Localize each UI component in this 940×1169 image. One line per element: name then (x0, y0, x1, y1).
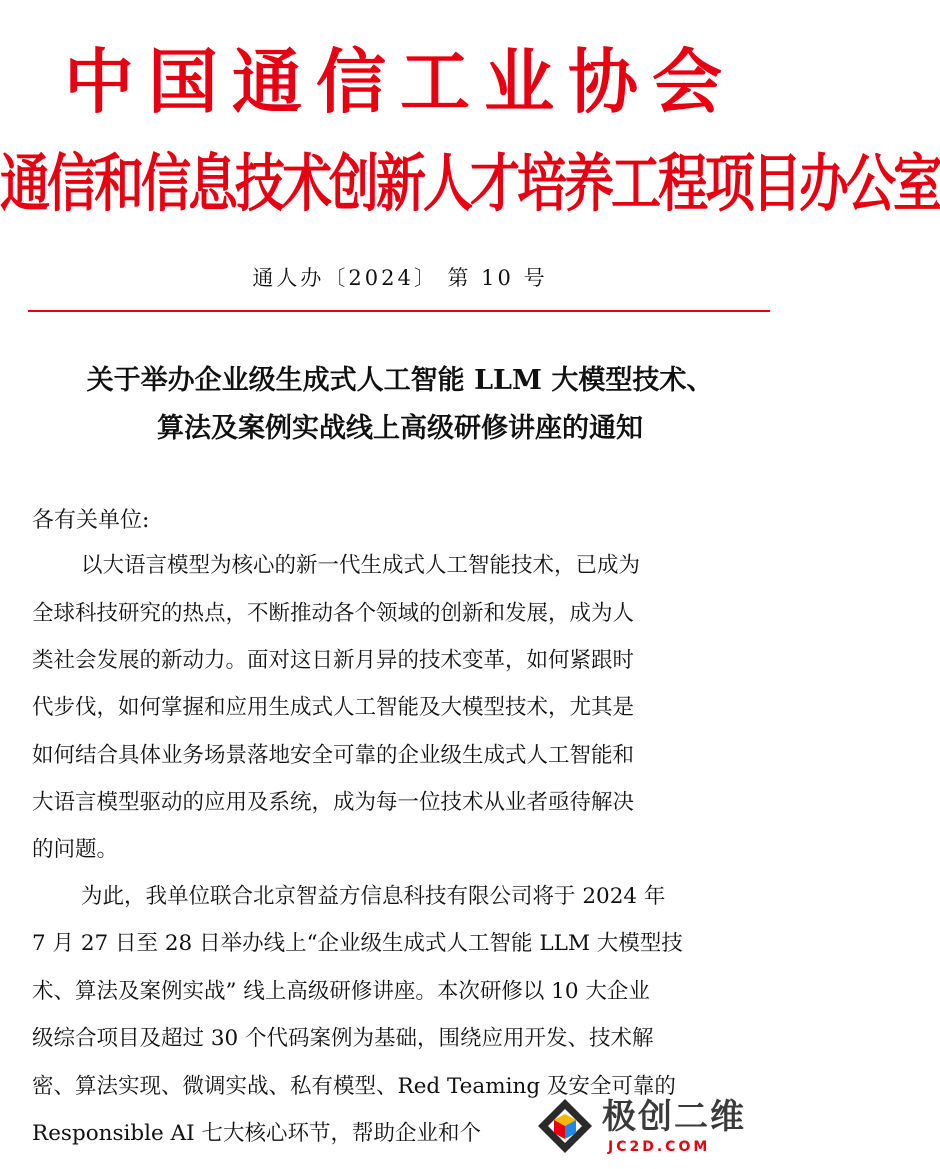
salutation: 各有关单位: (32, 508, 150, 533)
body-line: 的问题。 (32, 837, 119, 862)
notice-title-line2: 算法及案例实战线上高级研修讲座的通知 (157, 413, 643, 444)
body-line: 以大语言模型为核心的新一代生成式人工智能技术，已成为 (81, 553, 641, 578)
body-line: 如何结合具体业务场景落地安全可靠的企业级生成式人工智能和 (32, 743, 635, 768)
cube-logo-icon (536, 1097, 594, 1155)
watermark-brand: 极创二维 (602, 1097, 746, 1137)
body-line: 代步伐，如何掌握和应用生成式人工智能及大模型技术，尤其是 (32, 695, 635, 720)
document-number: 通人办〔2024〕 第 10 号 (252, 266, 548, 290)
body-line: 类社会发展的新动力。面对这日新月异的技术变革，如何紧跟时 (32, 648, 635, 673)
body-line: 大语言模型驱动的应用及系统，成为每一位技术从业者亟待解决 (32, 790, 635, 815)
body-line: 为此，我单位联合北京智益方信息科技有限公司将于 2024 年 (81, 884, 666, 909)
body-line: 7 月 27 日至 28 日举办线上“企业级生成式人工智能 LLM 大模型技 (32, 931, 683, 956)
body-line: 密、算法实现、微调实战、私有模型、Red Teaming 及安全可靠的 (32, 1074, 676, 1099)
office-name-heading: 通信和信息技术创新人才培养工程项目办公室 (0, 147, 940, 220)
body-line: Responsible AI 七大核心环节，帮助企业和个 (32, 1121, 481, 1146)
red-divider (28, 310, 770, 312)
body-line: 级综合项目及超过 30 个代码案例为基础，围绕应用开发、技术解 (32, 1026, 654, 1051)
body-line: 全球科技研究的热点，不断推动各个领域的创新和发展，成为人 (32, 601, 635, 626)
watermark-domain: JC2D.COM (608, 1139, 711, 1155)
body-line: 术、算法及案例实战” 线上高级研修讲座。本次研修以 10 大企业 (32, 979, 650, 1004)
notice-title-line1: 关于举办企业级生成式人工智能 LLM 大模型技术、 (86, 365, 714, 396)
watermark (536, 1091, 786, 1161)
org-name-heading: 中国通信工业协会 (64, 41, 736, 123)
